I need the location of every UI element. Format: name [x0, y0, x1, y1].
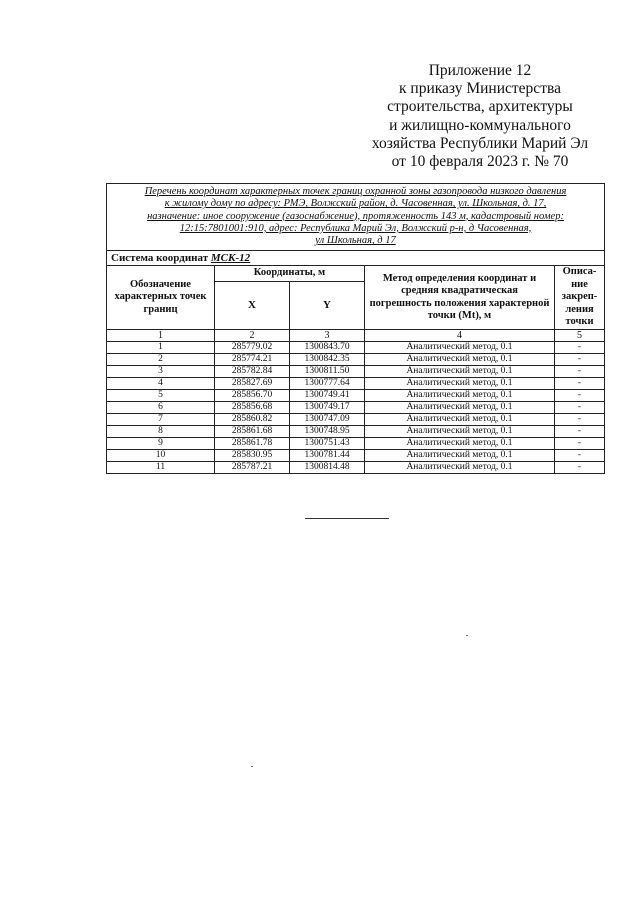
point-cell: 3 [107, 365, 215, 377]
method-cell: Аналитический метод, 0.1 [365, 341, 555, 353]
method-cell: Аналитический метод, 0.1 [365, 425, 555, 437]
table-row [107, 401, 605, 413]
y-cell: 1300777.64 [290, 377, 365, 389]
point-cell: 6 [107, 401, 215, 413]
table-row [107, 437, 605, 449]
table-row [107, 341, 605, 353]
column-number: 2 [215, 329, 290, 341]
table-title-line: назначение: иное сооружение (газоснабжение), протяженность 143 м, кадастровый номер: [147, 210, 564, 222]
table-title [107, 184, 605, 251]
header-method: Метод определения координат и средняя квадратическая погрешность положения характерной точки (Mt), м [365, 266, 555, 330]
column-number: 5 [555, 329, 605, 341]
x-cell: 285856.70 [215, 389, 290, 401]
table-title-line: 12:15:7801001:910, адрес: Республика Марий Эл, Волжский р-н, д Часовенная, [179, 222, 532, 234]
y-cell: 1300751.43 [290, 437, 365, 449]
scan-speck [466, 635, 468, 636]
column-number-row [107, 329, 605, 341]
y-cell: 1300842.35 [290, 353, 365, 365]
table-row [107, 449, 605, 461]
description-cell: - [555, 341, 605, 353]
table-title-line: к жилому дому по адресу: РМЭ, Волжский район, д. Часовенная, ул. Школьная, д. 17, [164, 198, 547, 210]
point-cell: 7 [107, 413, 215, 425]
x-cell: 285860.82 [215, 413, 290, 425]
header-coordinates: Координаты, м [215, 266, 365, 281]
description-cell: - [555, 401, 605, 413]
y-cell: 1300748.95 [290, 425, 365, 437]
coordinate-system-value: МСК-12 [210, 252, 251, 265]
method-cell: Аналитический метод, 0.1 [365, 377, 555, 389]
x-cell: 285782.84 [215, 365, 290, 377]
x-cell: 285779.02 [215, 341, 290, 353]
point-cell: 9 [107, 437, 215, 449]
method-cell: Аналитический метод, 0.1 [365, 437, 555, 449]
point-cell: 2 [107, 353, 215, 365]
signature-divider-line [305, 518, 389, 519]
table-row [107, 365, 605, 377]
method-cell: Аналитический метод, 0.1 [365, 401, 555, 413]
y-cell: 1300781.44 [290, 449, 365, 461]
table-row [107, 377, 605, 389]
method-cell: Аналитический метод, 0.1 [365, 449, 555, 461]
x-cell: 285827.69 [215, 377, 290, 389]
x-cell: 285787.21 [215, 461, 290, 473]
x-cell: 285830.95 [215, 449, 290, 461]
description-cell: - [555, 461, 605, 473]
table-title-line: Перечень координат характерных точек границ охранной зоны газопровода низкого давления [144, 186, 567, 197]
column-number: 1 [107, 329, 215, 341]
y-cell: 1300749.17 [290, 401, 365, 413]
method-cell: Аналитический метод, 0.1 [365, 353, 555, 365]
table-row [107, 389, 605, 401]
y-cell: 1300843.70 [290, 341, 365, 353]
point-cell: 10 [107, 449, 215, 461]
header-line: хозяйства Республики Марий Эл [371, 134, 589, 152]
y-cell: 1300749.41 [290, 389, 365, 401]
coordinate-system-label: Система координат [111, 252, 209, 265]
x-cell: 285861.68 [215, 425, 290, 437]
method-cell: Аналитический метод, 0.1 [365, 365, 555, 377]
method-cell: Аналитический метод, 0.1 [365, 461, 555, 473]
header-line: к приказу Министерства [399, 80, 561, 98]
description-cell: - [555, 389, 605, 401]
point-cell: 5 [107, 389, 215, 401]
header-designation: Обозначение характерных точек границ [107, 266, 215, 330]
x-cell: 285856.68 [215, 401, 290, 413]
y-cell: 1300811.50 [290, 365, 365, 377]
table-row [107, 425, 605, 437]
header-line: Приложение 12 [428, 62, 532, 79]
header-description: Описа-ние закреп-ления точки [555, 266, 605, 330]
column-number: 4 [365, 329, 555, 341]
description-cell: - [555, 425, 605, 437]
header-line: от 10 февраля 2023 г. № 70 [391, 153, 569, 171]
description-cell: - [555, 437, 605, 449]
x-cell: 285774.21 [215, 353, 290, 365]
point-cell: 11 [107, 461, 215, 473]
description-cell: - [555, 413, 605, 425]
description-cell: - [555, 365, 605, 377]
method-cell: Аналитический метод, 0.1 [365, 389, 555, 401]
method-cell: Аналитический метод, 0.1 [365, 413, 555, 425]
table-title-line: ул Школьная, д 17 [315, 235, 396, 247]
y-cell: 1300747.09 [290, 413, 365, 425]
header-y: Y [290, 281, 365, 329]
column-number: 3 [290, 329, 365, 341]
description-cell: - [555, 449, 605, 461]
description-cell: - [555, 377, 605, 389]
header-line: строительства, архитектуры [387, 98, 573, 116]
point-cell: 4 [107, 377, 215, 389]
appendix-header [340, 62, 620, 171]
header-x: X [215, 281, 290, 329]
point-cell: 1 [107, 341, 215, 353]
point-cell: 8 [107, 425, 215, 437]
header-line: и жилищно-коммунального [389, 116, 571, 134]
table-row [107, 413, 605, 425]
description-cell: - [555, 353, 605, 365]
coordinates-table [106, 183, 605, 474]
table-row [107, 353, 605, 365]
x-cell: 285861.78 [215, 437, 290, 449]
scan-speck [251, 766, 253, 767]
coordinate-system [107, 251, 605, 266]
y-cell: 1300814.48 [290, 461, 365, 473]
table-row [107, 461, 605, 473]
